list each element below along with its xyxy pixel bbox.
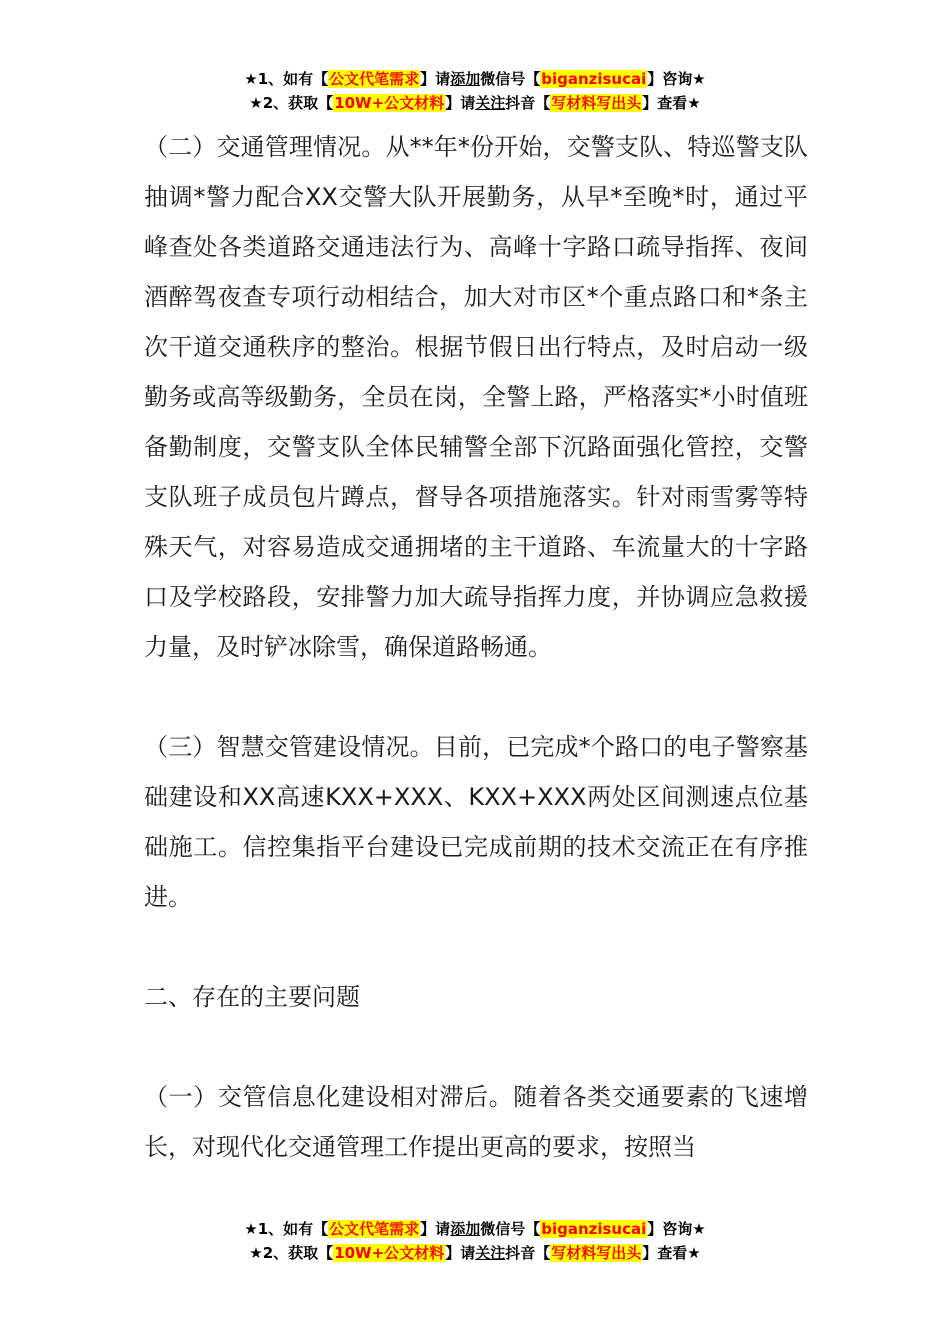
banner-text: 微信号【 xyxy=(480,70,541,88)
paragraph-informatization: （一）交管信息化建设相对滞后。随着各类交通要素的飞速增长，对现代化交通管理工作提出更高的要求，按照当 xyxy=(144,1083,808,1161)
header-banner xyxy=(0,67,950,115)
banner-text: ★1、如有【 xyxy=(244,1220,329,1238)
banner-text: 】查看★ xyxy=(642,1244,701,1262)
paragraph-traffic-management: （二）交通管理情况。从**年*份开始，交警支队、特巡警支队抽调*警力配合XX交警大队开展勤务，从早*至晚*时，通过平峰查处各类道路交通违法行为、高峰十字路口疏导指挥、夜间酒醉驾夜查专项行动相结合，加大对市区*个重点路口和*条主次干道交通秩序的整治。根据节假日出行特点，及时启动一级勤务或高等级勤务，全员在岗，全警上路，严格落实*小时值班备勤制度，交警支队全体民辅警全部下沉路面强化管控，交警支队班子成员包片蹲点，督导各项措施落实。针对雨雪雾等特殊天气，对容易造成交通拥堵的主干道路、车流量大的十字路口及学校路段，安排警力加大疏导指挥力度，并协调应急救援力量，及时铲冰除雪，确保道路畅通。 xyxy=(144,133,808,661)
banner-text: ★2、获取【 xyxy=(249,94,334,112)
banner-highlight: 10W+公文材料 xyxy=(334,94,445,112)
paragraph-smart-traffic: （三）智慧交管建设情况。目前，已完成*个路口的电子警察基础建设和XX高速KXX+XXX、KXX+XXX两处区间测速点位基础施工。信控集指平台建设已完成前期的技术交流正在有序推进。 xyxy=(144,733,808,911)
banner-text: 微信号【 xyxy=(480,1220,541,1238)
banner-line-2 xyxy=(0,1241,950,1265)
banner-text: ★2、获取【 xyxy=(249,1244,334,1262)
banner-highlight: biganzisucai xyxy=(541,70,647,88)
banner-highlight: 10W+公文材料 xyxy=(334,1244,445,1262)
banner-text: 抖音【 xyxy=(505,1244,551,1262)
paragraph-gap xyxy=(144,922,808,972)
section-heading-problems: 二、存在的主要问题 xyxy=(144,983,360,1011)
banner-text: 】咨询★ xyxy=(647,1220,706,1238)
banner-highlight: 写材料写出头 xyxy=(551,1244,642,1262)
banner-highlight: 公文代笔需求 xyxy=(329,1220,420,1238)
banner-underline: 关注 xyxy=(475,94,506,112)
banner-underline: 关注 xyxy=(475,1244,506,1262)
paragraph-gap xyxy=(144,672,808,722)
banner-highlight: biganzisucai xyxy=(541,1220,647,1238)
banner-text: ★1、如有【 xyxy=(244,70,329,88)
banner-underline: 添加 xyxy=(450,70,481,88)
banner-text: 】咨询★ xyxy=(647,70,706,88)
document-body xyxy=(144,122,808,1172)
banner-text: 】请 xyxy=(420,70,451,88)
banner-line-1 xyxy=(0,1217,950,1241)
banner-text: 】请 xyxy=(445,94,476,112)
footer-banner xyxy=(0,1217,950,1265)
banner-highlight: 写材料写出头 xyxy=(551,94,642,112)
paragraph-gap xyxy=(144,1022,808,1072)
banner-underline: 添加 xyxy=(450,1220,481,1238)
banner-line-1 xyxy=(0,67,950,91)
banner-text: 】请 xyxy=(420,1220,451,1238)
banner-highlight: 公文代笔需求 xyxy=(329,70,420,88)
banner-text: 】查看★ xyxy=(642,94,701,112)
banner-text: 】请 xyxy=(445,1244,476,1262)
banner-text: 抖音【 xyxy=(505,94,551,112)
banner-line-2 xyxy=(0,91,950,115)
